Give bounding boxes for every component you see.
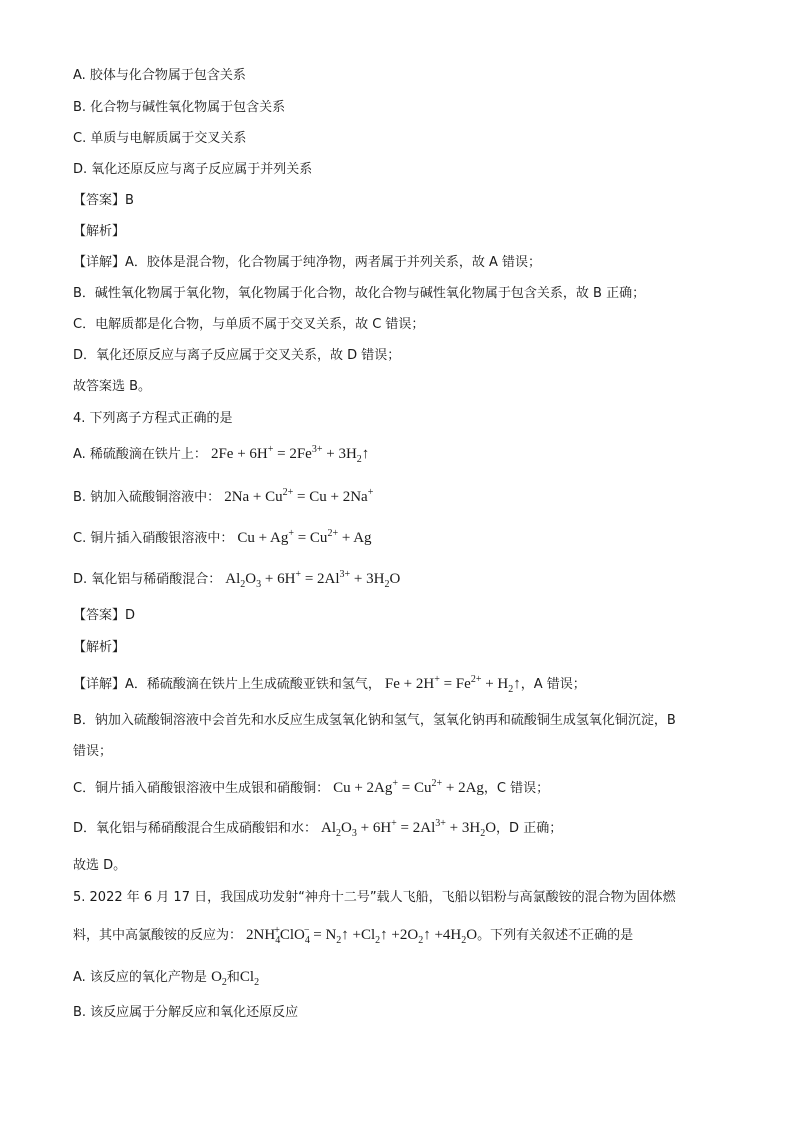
q4-option-d-label: D. 氧化铝与稀硝酸混合： bbox=[73, 572, 222, 587]
q3-detail-c: C．电解质都是化合物，与单质不属于交叉关系，故 C 错误； bbox=[73, 317, 425, 332]
q5-stem-line2: 料，其中高氯酸铵的反应为： $2NH_4^+ClO_4^-$ = $N_2↑$ $+Cl_2↑$ $+2O_2↑ +4H_2O$。下列有关叙述不正确的是 bbox=[73, 925, 634, 946]
q4-stem: 4. 下列离子方程式正确的是 bbox=[73, 411, 233, 426]
q3-analysis-heading: 【解析】 bbox=[73, 224, 126, 239]
q5-stem-line1: 5. 2022 年 6 月 17 日，我国成功发射“神舟十二号”载人飞船，飞船以铝粉与高氯酸铵的混合物为固体燃 bbox=[73, 890, 676, 905]
q4-detail-c-equation: $Cu + 2Ag^+ = Cu^{2+} + 2Ag$ bbox=[333, 778, 484, 796]
q3-answer: 【答案】B bbox=[73, 193, 134, 208]
q4-detail-d: D．氧化铝与稀硝酸混合生成硝酸铝和水： $Al_2O_3 + 6H^+ = 2Al^{3+} + 3H_2O$，D 正确； bbox=[73, 818, 563, 839]
q4-detail-d-equation: $Al_2O_3 + 6H^+ = 2Al^{3+} + 3H_2O$ bbox=[321, 818, 497, 839]
q4-detail-c: C．铜片插入硝酸银溶液中生成银和硝酸铜： $Cu + 2Ag^+ = Cu^{2+} + 2Ag$，C 错误； bbox=[73, 778, 550, 796]
q5-option-b: B. 该反应属于分解反应和氧化还原反应 bbox=[73, 1005, 299, 1020]
q3-option-c: C. 单质与电解质属于交叉关系 bbox=[73, 131, 247, 146]
q4-option-c-label: C. 铜片插入硝酸银溶液中： bbox=[73, 531, 234, 546]
q5-option-a-o2: $O_2$ bbox=[211, 969, 227, 988]
q3-conclusion: 故答案选 B。 bbox=[73, 379, 152, 394]
q3-detail-a: 【详解】A．胶体是混合物，化合物属于纯净物，两者属于并列关系，故 A 错误； bbox=[73, 255, 542, 270]
q4-option-c-equation: $Cu + Ag^+ = Cu^{2+} + Ag$ bbox=[237, 528, 372, 546]
q3-option-b: B. 化合物与碱性氧化物属于包含关系 bbox=[73, 100, 286, 115]
q5-option-a-cl2: $Cl_2$ bbox=[239, 969, 260, 988]
q5-option-a: A. 该反应的氧化产物是 $O_2$和$Cl_2$ bbox=[73, 969, 260, 988]
q4-option-d-equation: $Al_2O_3 + 6H^+ = 2Al^{3+} + 3H_2O$ bbox=[225, 569, 401, 590]
q4-detail-b-line2: 错误； bbox=[73, 744, 113, 759]
q4-detail-a-equation: $Fe + 2H^+ = Fe^{2+}$ + $H_2↑$ bbox=[384, 674, 521, 695]
q4-option-a-label: A. 稀硫酸滴在铁片上： bbox=[73, 447, 207, 462]
q4-option-b-label: B. 钠加入硫酸铜溶液中： bbox=[73, 490, 221, 505]
q4-detail-b-line1: B．钠加入硫酸铜溶液中会首先和水反应生成氢氧化钠和氢气，氢氧化钠再和硫酸铜生成氢氧化铜沉淀，B bbox=[73, 713, 676, 728]
q4-analysis-heading: 【解析】 bbox=[73, 640, 126, 655]
q5-reaction-equation: $2NH_4^+ClO_4^-$ = $N_2↑$ $+Cl_2↑$ $+2O_2↑ +4H_2O$ bbox=[246, 925, 478, 946]
q3-detail-b: B．碱性氧化物属于氧化物，氧化物属于化合物，故化合物与碱性氧化物属于包含关系，故 B 正确； bbox=[73, 286, 646, 301]
q4-answer: 【答案】D bbox=[73, 608, 136, 623]
q4-conclusion: 故选 D。 bbox=[73, 858, 127, 873]
q3-detail-d: D．氧化还原反应与离子反应属于交叉关系，故 D 错误； bbox=[73, 348, 401, 363]
q4-option-a bbox=[73, 444, 369, 465]
q4-option-d bbox=[73, 569, 400, 590]
q3-option-a: A. 胶体与化合物属于包含关系 bbox=[73, 68, 246, 83]
q3-option-d: D. 氧化还原反应与离子反应属于并列关系 bbox=[73, 162, 313, 177]
q4-option-b-equation: $2Na + Cu^{2+} = Cu + 2Na^+$ bbox=[224, 487, 374, 505]
q4-option-c bbox=[73, 528, 372, 549]
q4-detail-a: 【详解】A．稀硫酸滴在铁片上生成硫酸亚铁和氢气， $Fe + 2H^+ = Fe^{2+}$ + $H_2↑$，A 错误； bbox=[73, 674, 586, 695]
q4-option-a-equation: $2Fe + 6H^+ = 2Fe^{3+}$ + $3H_2↑$ bbox=[210, 444, 370, 465]
q4-option-b bbox=[73, 487, 373, 508]
